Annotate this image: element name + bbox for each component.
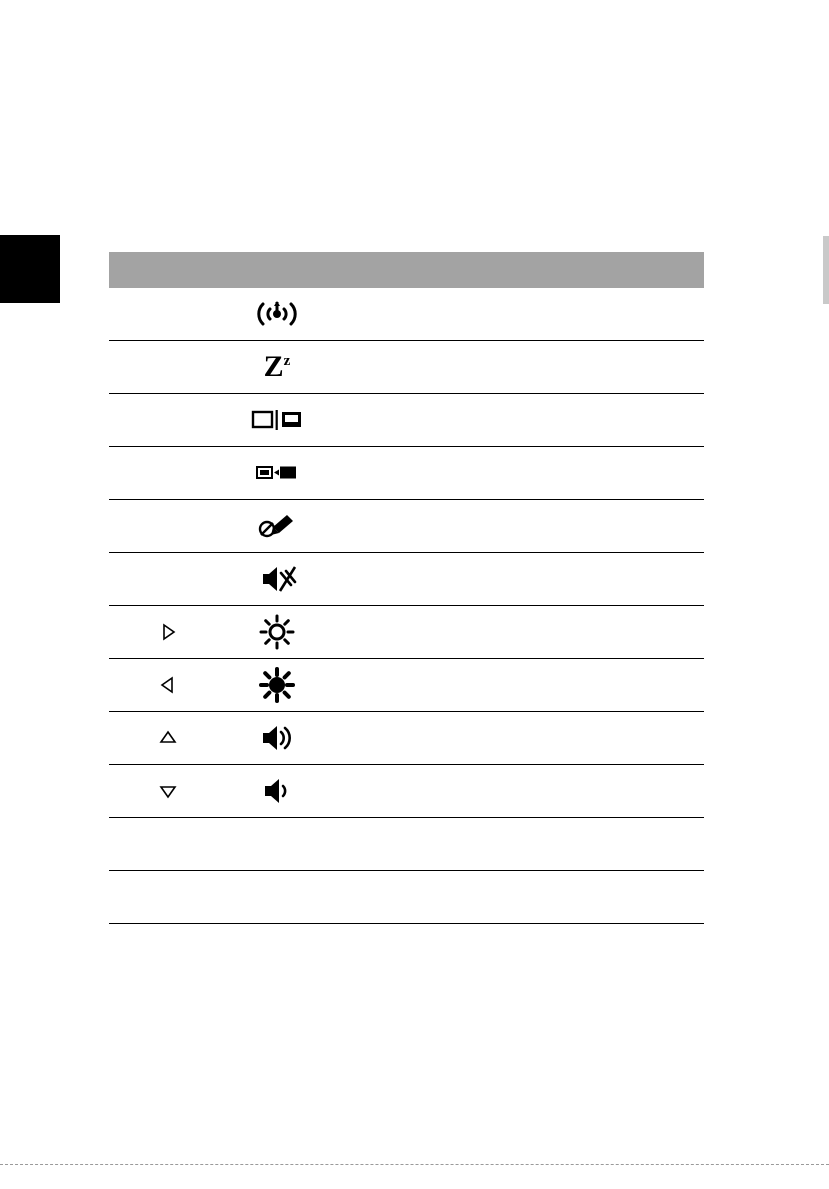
- sleep-zz-icon: $Z^z$: [263, 350, 291, 383]
- hotkey-key-cell: [109, 871, 227, 924]
- brightness-down-icon: [227, 606, 327, 659]
- hotkey-key-cell: [109, 500, 227, 553]
- triangle-left-icon: [109, 659, 227, 712]
- hotkey-description-cell: [327, 606, 704, 659]
- hotkey-description-cell: [327, 818, 704, 871]
- wireless-signal-icon: [227, 288, 327, 341]
- table-row: [109, 341, 704, 394]
- hotkey-description-cell: [327, 288, 704, 341]
- table-header-description-label: [512, 262, 520, 277]
- page-edge-mark-right: [823, 236, 829, 304]
- table-row: [109, 765, 704, 818]
- hotkey-table: [109, 252, 704, 924]
- hotkey-description-cell: [327, 341, 704, 394]
- table-row: [109, 288, 704, 341]
- hotkey-icon-cell: [227, 818, 327, 871]
- hotkey-key-cell: [109, 447, 227, 500]
- hotkey-key-cell: [109, 288, 227, 341]
- table-row: [109, 606, 704, 659]
- hotkey-description-cell: [327, 553, 704, 606]
- table-header-description: [327, 252, 704, 288]
- table-row: [109, 818, 704, 871]
- volume-down-icon: [227, 765, 327, 818]
- hotkey-key-cell: [109, 394, 227, 447]
- touchpad-off-icon: [227, 500, 327, 553]
- screen-blank-icon: [227, 447, 327, 500]
- page-cut-line: [0, 1164, 829, 1165]
- hotkey-description-cell: [327, 659, 704, 712]
- brightness-up-icon: [227, 659, 327, 712]
- hotkey-description-cell: [327, 765, 704, 818]
- hotkey-icon-cell: [227, 871, 327, 924]
- page-edge-tab: [0, 235, 60, 303]
- table-row: [109, 447, 704, 500]
- hotkey-description-cell: [327, 394, 704, 447]
- table-row: [109, 394, 704, 447]
- hotkey-description-cell: [327, 712, 704, 765]
- hotkey-key-cell: [109, 553, 227, 606]
- speaker-mute-icon: [227, 553, 327, 606]
- hotkey-key-cell: [109, 818, 227, 871]
- table-header-key: [109, 252, 227, 288]
- table-row: [109, 659, 704, 712]
- hotkey-key-cell: [109, 341, 227, 394]
- table-row: [109, 712, 704, 765]
- triangle-up-icon: [109, 712, 227, 765]
- hotkey-description-cell: [327, 871, 704, 924]
- table-header-row: [109, 252, 704, 288]
- table-row: [109, 500, 704, 553]
- hotkey-description-cell: [327, 500, 704, 553]
- triangle-right-icon: [109, 606, 227, 659]
- triangle-down-icon: [109, 765, 227, 818]
- display-toggle-icon: [227, 394, 327, 447]
- table-header-icon: [227, 252, 327, 288]
- table-row: [109, 553, 704, 606]
- hotkey-description-cell: [327, 447, 704, 500]
- volume-up-icon: [227, 712, 327, 765]
- table-row: [109, 871, 704, 924]
